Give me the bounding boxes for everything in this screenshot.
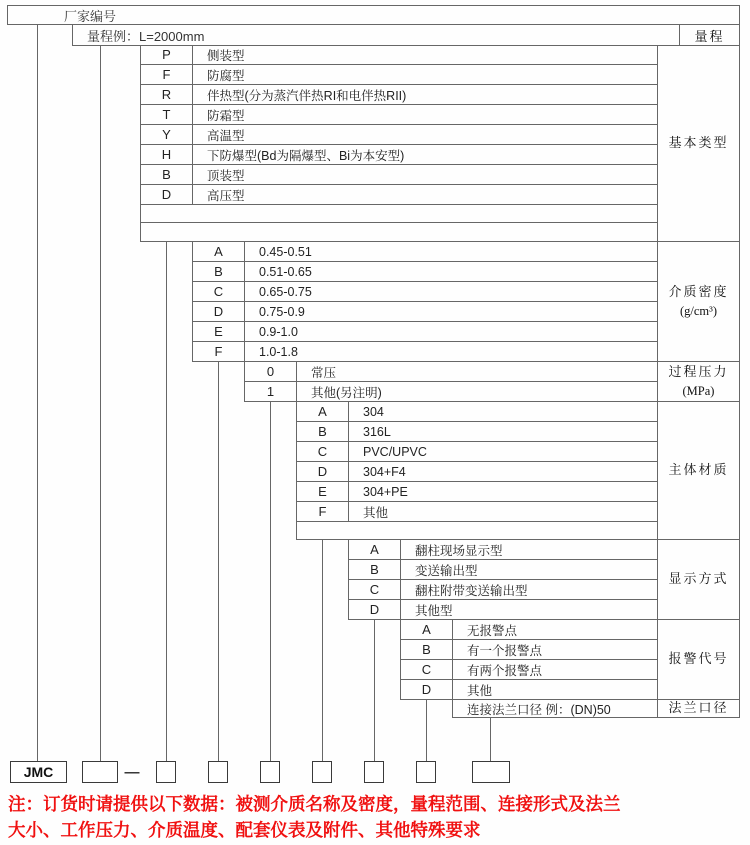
code-cell: H	[141, 145, 193, 164]
desc-cell: 1.0-1.8	[245, 342, 658, 361]
connector-line	[37, 25, 38, 761]
range-example-text: 量程例：L=2000mm	[87, 28, 205, 44]
code-cell: C	[349, 580, 401, 599]
basic-type-section	[140, 45, 658, 242]
desc-cell: 翻柱附带变送输出型	[401, 580, 658, 599]
alarm-section	[400, 620, 658, 700]
code-cell: E	[193, 322, 245, 341]
desc-cell: 无报警点	[453, 620, 658, 639]
table-row	[193, 322, 658, 342]
desc-cell: 304+F4	[349, 462, 658, 481]
material-section	[296, 402, 658, 540]
desc-cell: 其他(另注明)	[297, 382, 658, 401]
empty-cell	[141, 223, 658, 241]
ordering-note-line1: 注：订货时请提供以下数据：被测介质名称及密度，量程范围、连接形式及法兰	[8, 794, 621, 814]
table-row	[141, 105, 658, 125]
empty-cell	[297, 522, 658, 539]
code-box-basic-type	[156, 761, 176, 783]
category-label-material: 主体材质	[658, 402, 740, 540]
table-row	[141, 125, 658, 145]
table-row	[245, 382, 658, 402]
code-cell: F	[297, 502, 349, 521]
connector-line	[270, 402, 271, 761]
table-row	[193, 242, 658, 262]
code-box-density	[208, 761, 228, 783]
desc-cell: 变送输出型	[401, 560, 658, 579]
code-cell: B	[297, 422, 349, 441]
table-row	[141, 165, 658, 185]
desc-cell: 侧装型	[193, 45, 658, 64]
table-row	[401, 680, 658, 700]
desc-cell: 其他	[349, 502, 658, 521]
code-cell: A	[193, 242, 245, 261]
code-cell: B	[193, 262, 245, 281]
table-row	[401, 620, 658, 640]
table-row	[193, 302, 658, 322]
desc-cell: PVC/UPVC	[349, 442, 658, 461]
code-cell: E	[297, 482, 349, 501]
desc-cell: 0.45-0.51	[245, 242, 658, 261]
code-cell: B	[141, 165, 193, 184]
desc-cell: 有一个报警点	[453, 640, 658, 659]
pressure-section	[244, 362, 658, 402]
category-label-density: 介质密度 (g/cm³)	[658, 242, 740, 362]
code-cell: D	[297, 462, 349, 481]
density-section	[192, 242, 658, 362]
category-label-basic-type: 基本类型	[658, 45, 740, 242]
code-cell: 1	[245, 382, 297, 401]
code-cell: D	[401, 680, 453, 699]
desc-cell: 304+PE	[349, 482, 658, 501]
connector-line	[426, 700, 427, 761]
code-cell: F	[193, 342, 245, 361]
code-cell: D	[193, 302, 245, 321]
table-row	[141, 185, 658, 205]
table-row	[401, 640, 658, 660]
desc-cell: 顶装型	[193, 165, 658, 184]
code-dash: —	[124, 763, 140, 781]
code-cell: F	[141, 65, 193, 84]
table-row	[453, 700, 658, 718]
display-section	[348, 540, 658, 620]
desc-cell: 0.51-0.65	[245, 262, 658, 281]
code-cell: A	[349, 540, 401, 559]
code-cell: C	[297, 442, 349, 461]
desc-cell: 304	[349, 402, 658, 421]
code-box-alarm	[416, 761, 436, 783]
empty-row	[297, 522, 658, 540]
desc-cell: 0.9-1.0	[245, 322, 658, 341]
empty-cell	[141, 205, 658, 222]
code-box-display	[364, 761, 384, 783]
desc-cell: 0.75-0.9	[245, 302, 658, 321]
desc-cell: 其他型	[401, 600, 658, 619]
table-row	[349, 560, 658, 580]
code-cell: P	[141, 45, 193, 64]
code-box-pressure	[260, 761, 280, 783]
table-row	[245, 362, 658, 382]
table-row	[297, 402, 658, 422]
category-label-flange: 法兰口径	[658, 700, 740, 718]
ordering-note	[8, 791, 748, 843]
table-row	[297, 422, 658, 442]
table-row	[349, 600, 658, 620]
connector-line	[490, 718, 491, 761]
desc-cell: 316L	[349, 422, 658, 441]
desc-cell: 高温型	[193, 125, 658, 144]
desc-cell: 常压	[297, 362, 658, 381]
category-label-alarm: 报警代号	[658, 620, 740, 700]
table-row	[141, 45, 658, 65]
category-label-display: 显示方式	[658, 540, 740, 620]
table-row	[297, 442, 658, 462]
table-row	[193, 342, 658, 362]
table-row	[141, 85, 658, 105]
category-label-pressure: 过程压力 (MPa)	[658, 362, 740, 402]
desc-cell: 0.65-0.75	[245, 282, 658, 301]
desc-cell: 翻柱现场显示型	[401, 540, 658, 559]
code-box-material	[312, 761, 332, 783]
ordering-note-line2: 大小、工作压力、介质温度、配套仪表及附件、其他特殊要求	[8, 820, 481, 840]
code-cell: Y	[141, 125, 193, 144]
connector-line	[322, 540, 323, 761]
code-cell: D	[141, 185, 193, 204]
table-row	[141, 145, 658, 165]
desc-cell: 防霜型	[193, 105, 658, 124]
model-prefix-box: JMC	[10, 761, 67, 783]
code-cell: B	[401, 640, 453, 659]
code-cell: R	[141, 85, 193, 104]
range-row	[72, 25, 740, 46]
table-row	[401, 660, 658, 680]
desc-cell: 高压型	[193, 185, 658, 204]
connector-line	[166, 242, 167, 761]
table-row	[193, 282, 658, 302]
code-box-range	[82, 761, 118, 783]
desc-cell: 有两个报警点	[453, 660, 658, 679]
desc-cell: 连接法兰口径 例：(DN)50	[453, 700, 658, 717]
code-cell: C	[193, 282, 245, 301]
table-row	[141, 65, 658, 85]
code-cell: A	[297, 402, 349, 421]
code-cell: C	[401, 660, 453, 679]
manufacturer-number-label: 厂家编号	[64, 8, 117, 24]
code-cell: A	[401, 620, 453, 639]
table-row	[297, 482, 658, 502]
connector-line	[100, 46, 101, 761]
table-row	[349, 580, 658, 600]
code-cell: D	[349, 600, 401, 619]
desc-cell: 防腐型	[193, 65, 658, 84]
desc-cell: 伴热型(分为蒸汽伴热RI和电伴热RII)	[193, 85, 658, 104]
table-row	[349, 540, 658, 560]
manufacturer-number-box	[7, 5, 740, 25]
category-label-range: 量程	[679, 25, 739, 45]
flange-section	[452, 700, 658, 718]
table-row	[297, 462, 658, 482]
desc-cell: 其他	[453, 680, 658, 699]
code-cell: T	[141, 105, 193, 124]
code-box-flange	[472, 761, 510, 783]
connector-line	[218, 362, 219, 761]
table-row	[297, 502, 658, 522]
desc-cell: 下防爆型(Bd为隔爆型、Bi为本安型)	[193, 145, 658, 164]
table-row	[193, 262, 658, 282]
code-cell: B	[349, 560, 401, 579]
code-cell: 0	[245, 362, 297, 381]
empty-row	[141, 205, 658, 223]
connector-line	[374, 620, 375, 761]
empty-row	[141, 223, 658, 242]
